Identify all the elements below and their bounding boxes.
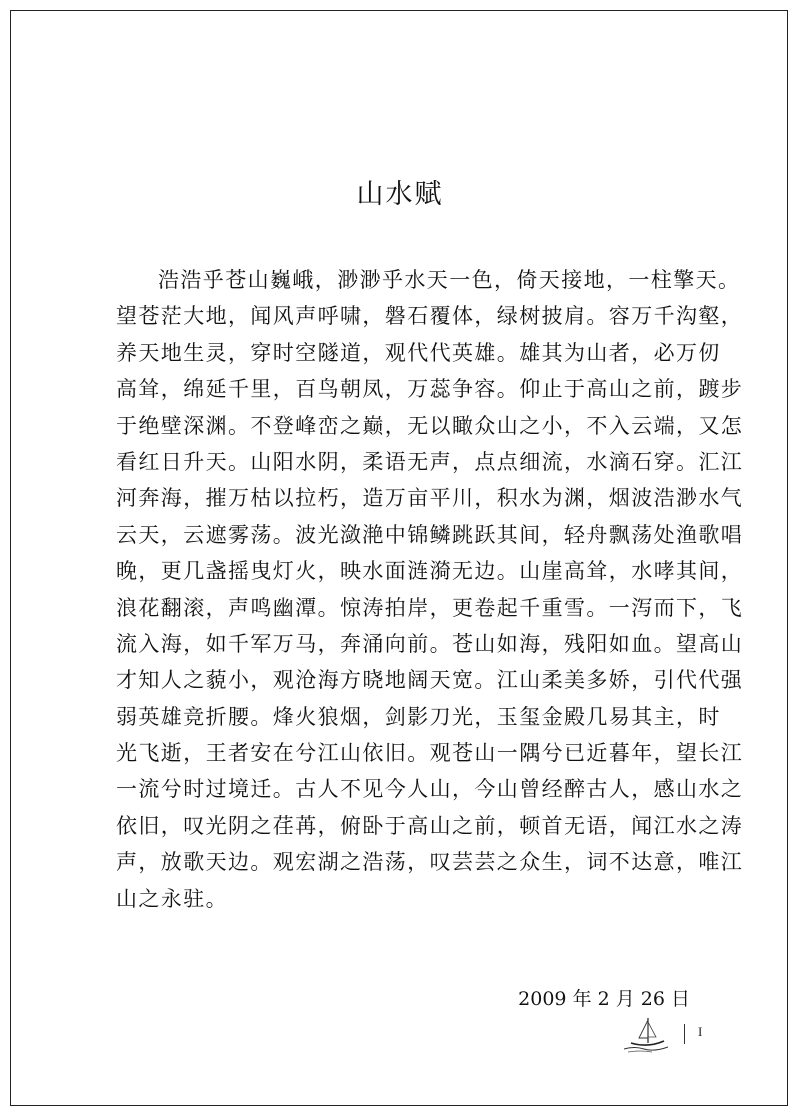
- text-line: 光飞逝，王者安在兮江山依旧。观苍山一隅兮已近暮年，望长江: [116, 741, 744, 766]
- text-line: 于绝壁深渊。不登峰峦之巅，无以瞰众山之小，不入云端，又怎: [116, 413, 744, 438]
- text-line: 看红日升天。山阳水阴，柔语无声，点点细流，水滴石穿。汇江: [116, 449, 744, 474]
- page-title: 山水赋: [356, 179, 444, 210]
- text-line: 河奔海，摧万枯以拉朽，造万亩平川，积水为渊，烟波浩渺水气: [116, 486, 744, 511]
- folio-divider: [684, 1024, 685, 1044]
- text-line: 高耸，绵延千里，百鸟朝凤，万蕊争容。仰止于高山之前，踱步: [116, 377, 744, 402]
- text-line: 才知人之藐小，观沧海方晓地阔天宽。江山柔美多娇，引代代强: [116, 668, 744, 693]
- text-line: 望苍茫大地，闻风声呼啸，磐石覆体，绿树披肩。容万千沟壑，: [116, 304, 744, 329]
- text-line: 浪花翻滚，声鸣幽潭。惊涛拍岸，更卷起千重雪。一泻而下，飞: [116, 595, 744, 620]
- text-line: 养天地生灵，穿时空隧道，观代代英雄。雄其为山者，必万仞: [116, 340, 721, 365]
- text-line: 云天，云遮雾荡。波光潋滟中锦鳞跳跃其间，轻舟飘荡处渔歌唱: [116, 522, 744, 547]
- poem-body: [116, 262, 744, 917]
- text-line: 山之永驻。: [116, 886, 228, 911]
- text-line: 弱英雄竞折腰。烽火狼烟，剑影刀光，玉玺金殿几易其主，时: [116, 704, 721, 729]
- text-line: 浩浩乎苍山巍峨，渺渺乎水天一色，倚天接地，一柱擎天。: [158, 268, 741, 292]
- text-line: 流入海，如千军万马，奔涌向前。苍山如海，残阳如血。望高山: [116, 631, 744, 656]
- text-line: 晚，更几盏摇曳灯火，映水面涟漪无边。山崖高耸，水哮其间，: [116, 559, 744, 584]
- page-number: I: [698, 1024, 703, 1039]
- text-line: 一流兮时过境迁。古人不见今人山，今山曾经醉古人，感山水之: [116, 777, 744, 802]
- text-line: 声，放歌天边。观宏湖之浩荡，叹芸芸之众生，词不达意，唯江: [116, 850, 744, 875]
- text-line: 依旧，叹光阴之荏苒，俯卧于高山之前，顿首无语，闻江水之涛: [116, 813, 744, 838]
- sailboat-icon: [622, 1016, 672, 1054]
- date-line: 2009 年 2 月 26 日: [518, 988, 690, 1010]
